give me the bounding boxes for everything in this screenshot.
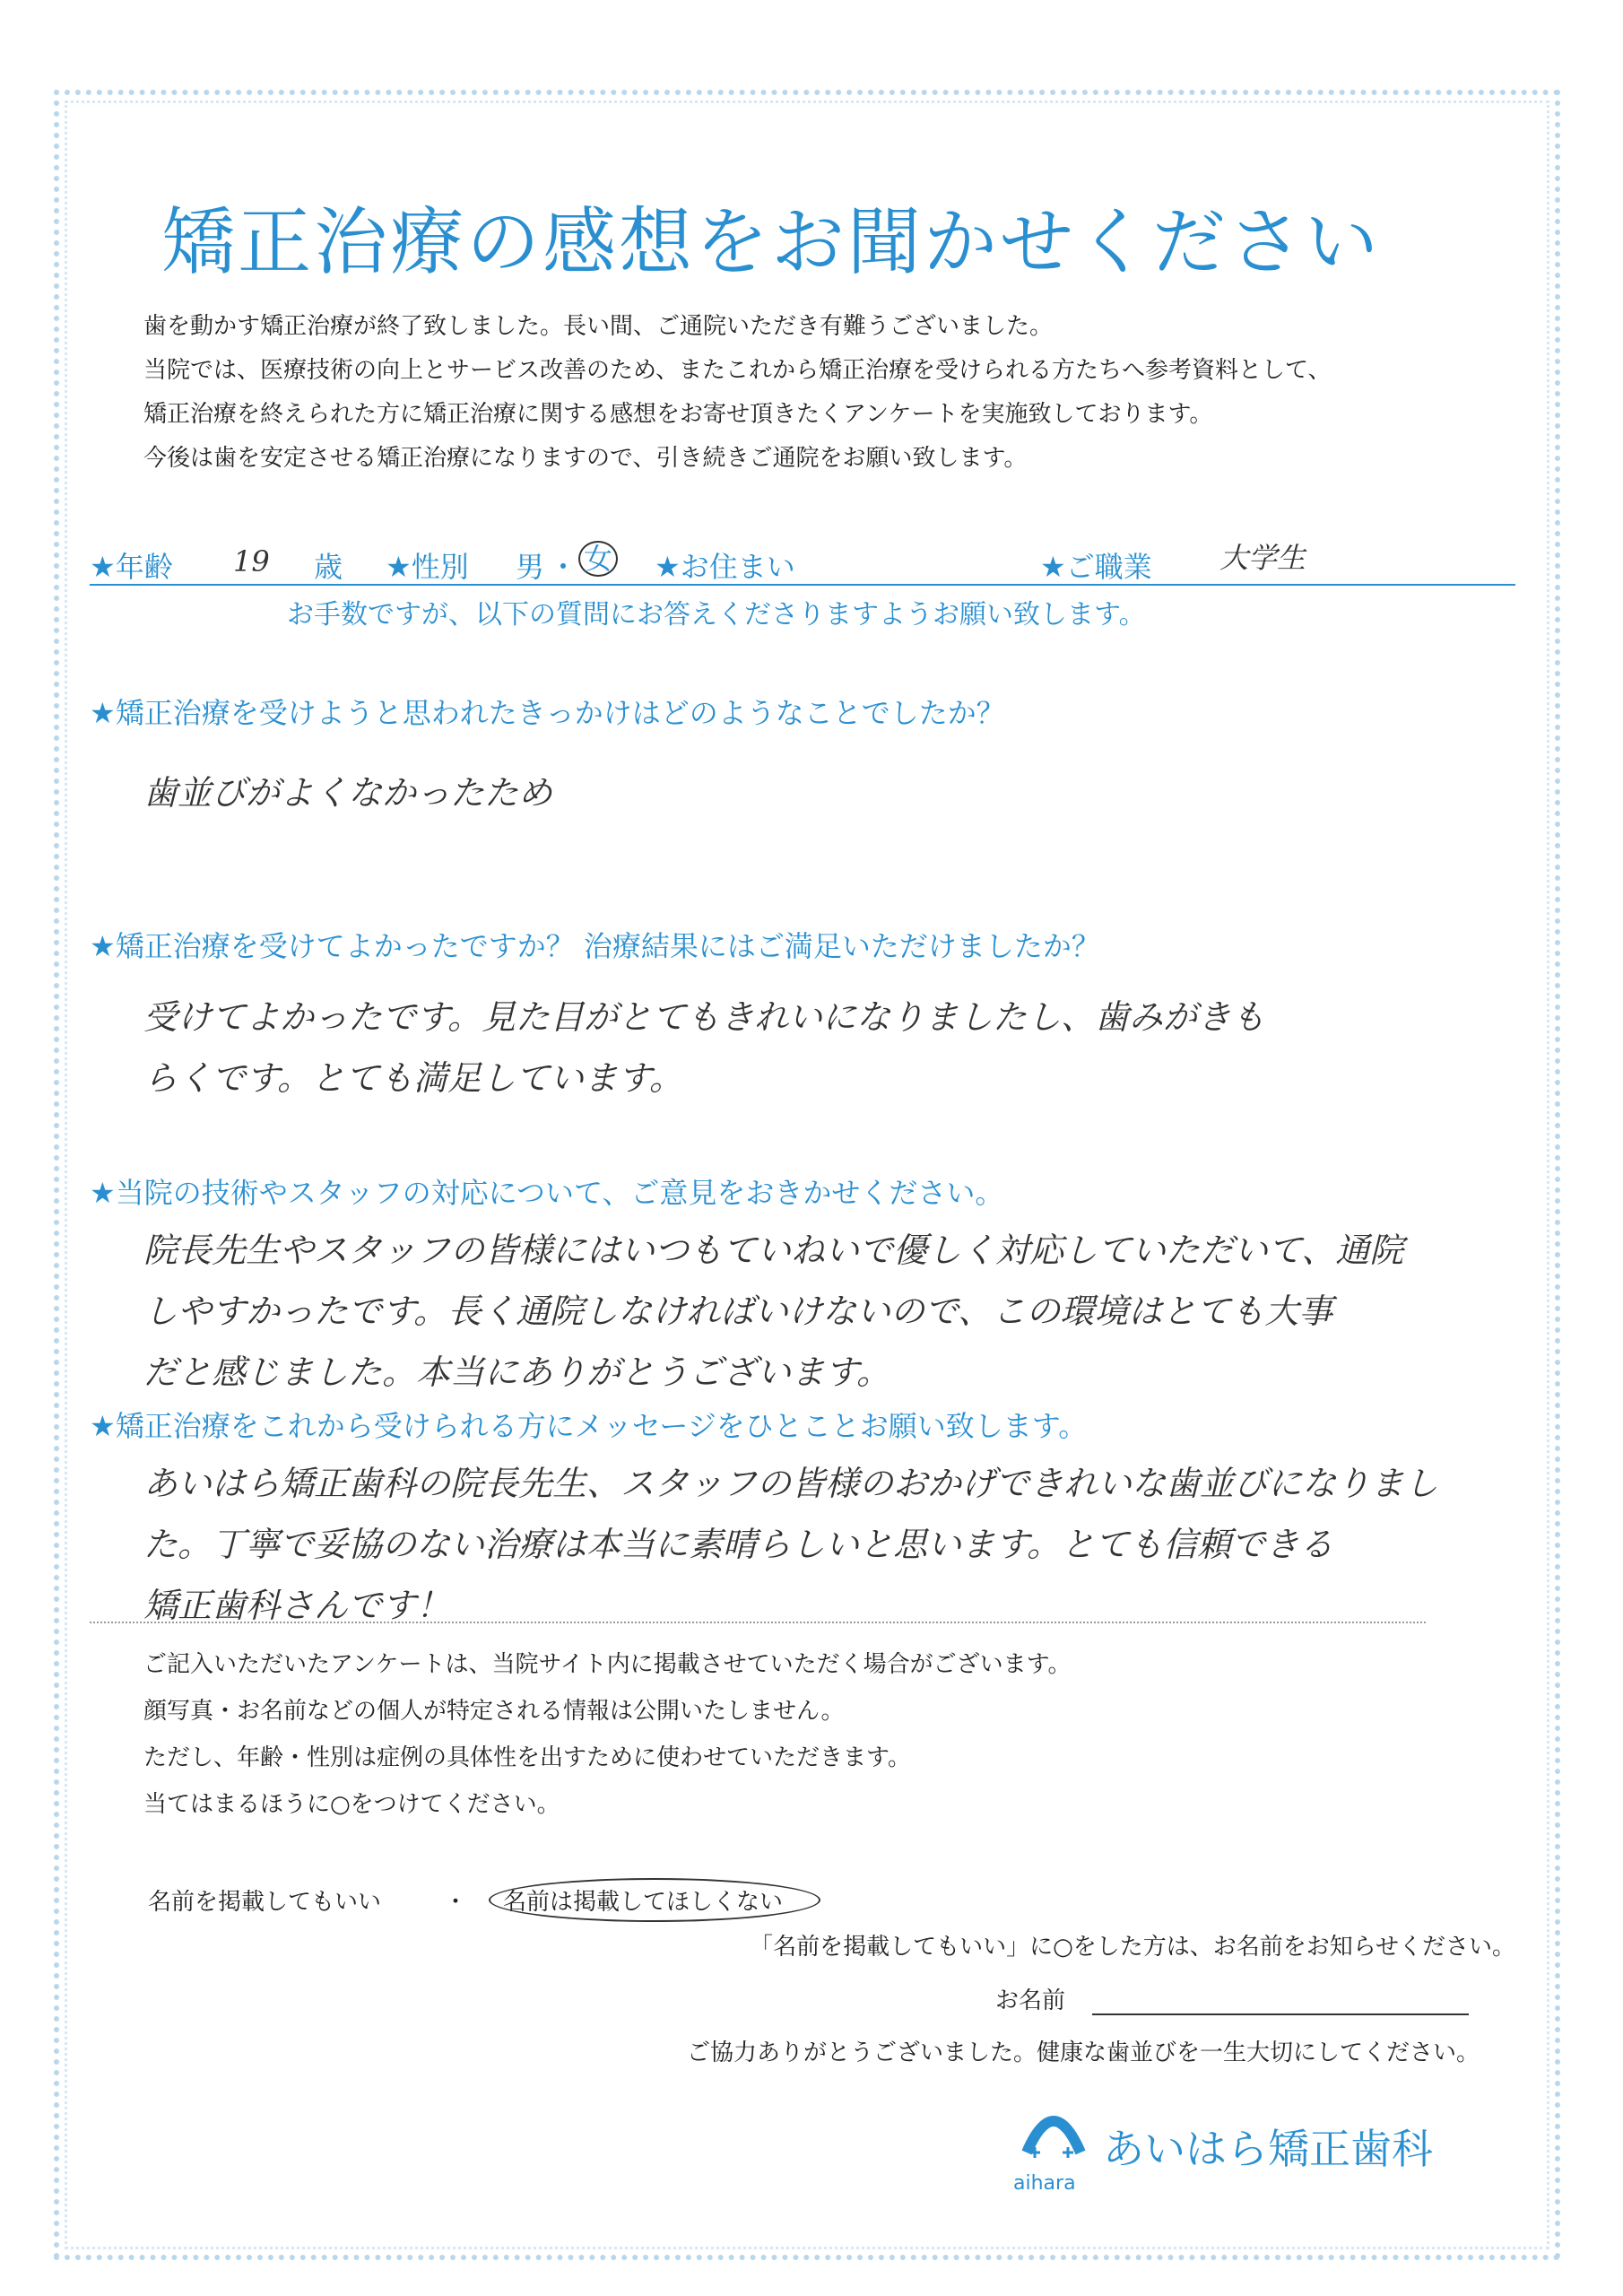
gender-male-option[interactable]: 男	[516, 550, 545, 584]
page-title: 矯正治療の感想をお聞かせください	[161, 200, 1382, 285]
profile-row	[90, 543, 1515, 586]
note-line: 顔写真・お名前などの個人が特定される情報は公開いたしません。	[143, 1698, 845, 1725]
answer-2[interactable]	[143, 987, 1265, 1109]
answer-4[interactable]	[143, 1453, 1438, 1636]
clinic-logo	[1013, 2099, 1480, 2197]
gender-separator: ・	[549, 550, 578, 584]
question-2: ★矯正治療を受けてよかったですか？ 治療結果にはご満足いただけましたか？	[90, 929, 1100, 963]
question-1: ★矯正治療を受けようと思われたきっかけはどのようなことでしたか？	[90, 696, 1005, 730]
answer-1[interactable]	[143, 762, 552, 823]
clinic-name-romaji: aihara	[1013, 2172, 1076, 2195]
section-divider	[90, 1622, 1426, 1623]
answer-line: 院長先生やスタッフの皆様にはいつもていねいで優しく対応していただいて、通院	[143, 1231, 1404, 1270]
gender-label: ★性別	[386, 550, 469, 584]
intro-line: 矯正治療を終えられた方に矯正治療に関する感想をお寄せ頂きたくアンケートを実施致しております。	[143, 401, 1213, 428]
note-line: 当てはまるほうに○をつけてください。	[143, 1791, 560, 1818]
occupation-value[interactable]: 大学生	[1219, 541, 1306, 575]
name-label: お名前	[995, 1987, 1066, 2014]
answer-line: あいはら矯正歯科の院長先生、スタッフの皆様のおかげできれいな歯並びになりまし	[143, 1464, 1439, 1503]
consent-option-publish[interactable]: 名前を掲載してもいい	[148, 1889, 382, 1916]
answer-line: しやすかったです。長く通院しなければいけないので、この環境はとても大事	[143, 1292, 1333, 1331]
intro-line: 当院では、医療技術の向上とサービス改善のため、またこれから矯正治療を受けられる方たちへ参考資料として、	[143, 357, 1332, 384]
intro-line: 歯を動かす矯正治療が終了致しました。長い間、ご通院いただき有難うございました。	[143, 313, 1054, 340]
consent-options	[148, 1883, 784, 1917]
intro-line: 今後は歯を安定させる矯正治療になりますので、引き続きご通院をお願い致します。	[143, 445, 1028, 472]
answer-line: 矯正歯科さんです！	[143, 1586, 451, 1625]
answer-line: 歯並びがよくなかったため	[143, 773, 553, 813]
residence-label: ★お住まい	[655, 550, 795, 584]
answer-line: た。丁寧で妥協のない治療は本当に素晴らしいと思います。とても信頼できる	[143, 1525, 1333, 1564]
thanks-text: ご協力ありがとうございました。健康な歯並びを一生大切にしてください。	[686, 2039, 1480, 2066]
note-line: ただし、年齢・性別は症例の具体性を出すために使わせていただきます。	[143, 1744, 911, 1771]
answer-line: だと感じました。本当にありがとうございます。	[143, 1352, 890, 1392]
request-text: お手数ですが、以下の質問にお答えくださりますようお願い致します。	[287, 599, 1146, 631]
consent-option-no-publish-circled[interactable]: 名前は掲載してほしくない	[489, 1878, 820, 1922]
consent-separator: ・	[444, 1889, 468, 1916]
intro-text	[143, 305, 1488, 481]
age-label: ★年齢	[90, 550, 173, 584]
age-value[interactable]: 19	[233, 544, 270, 578]
name-field[interactable]	[1092, 1990, 1469, 2015]
gender-female-option-circled[interactable]: 女	[578, 541, 618, 577]
note-line: ご記入いただいたアンケートは、当院サイト内に掲載させていただく場合がございます。	[143, 1651, 1072, 1678]
notes-text	[143, 1641, 1072, 1828]
clinic-name: あいはら矯正歯科	[1103, 2125, 1433, 2173]
occupation-label: ★ご職業	[1040, 550, 1152, 584]
age-unit: 歳	[314, 550, 343, 584]
question-4: ★矯正治療をこれから受けられる方にメッセージをひとことお願い致します。	[90, 1409, 1088, 1443]
name-field-row	[995, 1982, 1469, 2015]
question-3: ★当院の技術やスタッフの対応について、ご意見をおきかせください。	[90, 1176, 1004, 1210]
answer-line: らくです。とても満足しています。	[143, 1058, 683, 1098]
answer-3[interactable]	[143, 1220, 1403, 1403]
answer-line: 受けてよかったです。見た目がとてもきれいになりましたし、歯みがきも	[143, 997, 1265, 1037]
name-instruction: 「名前を掲載してもいい」に○をした方は、お名前をお知らせください。	[750, 1934, 1515, 1961]
